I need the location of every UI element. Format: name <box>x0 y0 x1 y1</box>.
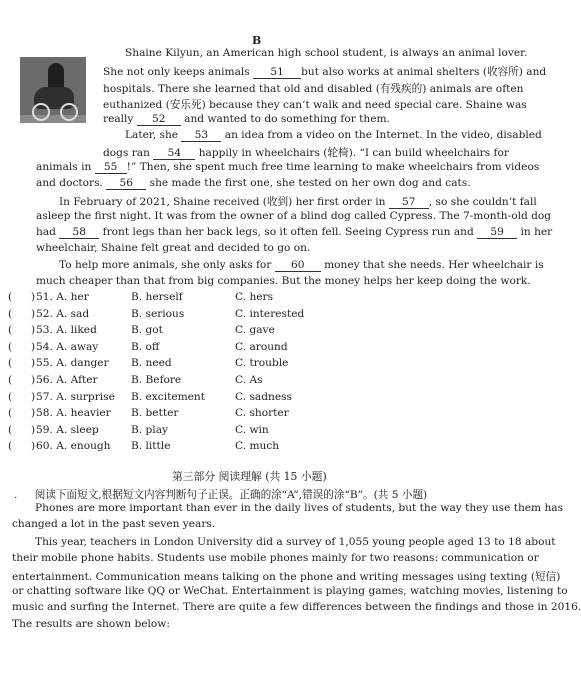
answer-paren-open: ( <box>8 340 13 353</box>
option-b: B. better <box>131 407 179 420</box>
passage-b-text: To help more animals, she only asks for <box>59 259 275 271</box>
blank-52: 52 <box>137 113 181 126</box>
passage-b-text: , so she couldn’t fall <box>428 196 537 208</box>
passage-b-text: really <box>103 113 137 125</box>
blank-59: 59 <box>477 226 517 239</box>
answer-paren-open: ( <box>8 374 13 386</box>
passage-c-line: This year, teachers in London University did a survey of 1,055 young people aged 13 to 18 about <box>35 536 556 548</box>
passage-b-line <box>103 64 546 79</box>
answer-paren-close: ) <box>31 340 36 353</box>
option-a: 51. A. her <box>36 291 89 303</box>
passage-b-text: and wanted to do something for them. <box>180 113 390 125</box>
passage-b-text: animals in <box>36 161 95 173</box>
passage-b-line <box>103 145 509 160</box>
option-b: B. got <box>131 324 163 337</box>
passage-b-line <box>103 81 523 96</box>
passage-c-line: music and surfing the Internet. There are quite a few differences between the findings and those in 2016. <box>12 601 581 613</box>
passage-b-text: She not only keeps animals <box>103 66 254 78</box>
passage-b-line <box>103 97 527 112</box>
passage-c-line: changed a lot in the past seven years. <box>12 518 216 530</box>
passage-b-text: euthanized (安乐死) because they can’t walk and need special care. Shaine was <box>103 99 527 111</box>
passage-b-line <box>36 210 551 222</box>
answer-paren-open: ( <box>8 324 13 337</box>
passage-b-line <box>103 113 390 126</box>
passage-b-line <box>59 259 544 272</box>
answer-paren-open: ( <box>8 307 13 320</box>
passage-b-text: had <box>36 226 60 238</box>
answer-paren-open: ( <box>8 423 13 436</box>
option-b: B. off <box>131 340 160 353</box>
passage-c-line: The results are shown below: <box>12 618 170 630</box>
answer-paren-close: ) <box>31 357 36 370</box>
option-c: C. around <box>235 340 288 353</box>
option-a: 55. A. danger <box>36 357 109 370</box>
girl-with-dog-photo <box>20 57 86 123</box>
option-b: B. Before <box>131 374 182 386</box>
option-c: C. gave <box>235 324 275 337</box>
section-letter: B <box>252 34 262 47</box>
answer-paren-close: ) <box>31 390 36 403</box>
option-b: B. need <box>131 357 172 370</box>
option-b: B. serious <box>131 307 185 320</box>
passage-b-line <box>125 129 542 142</box>
answer-paren-close: ) <box>31 407 36 420</box>
option-b: B. herself <box>131 291 183 303</box>
option-c: C. shorter <box>235 407 289 420</box>
passage-b-text: but also works at animal shelters (收容所) and <box>301 66 547 78</box>
passage-b-line <box>36 275 531 287</box>
option-a: 60. A. enough <box>36 440 111 453</box>
passage-b-line <box>125 47 527 59</box>
passage-b-line <box>59 194 537 209</box>
option-a: 56. A. After <box>36 374 98 386</box>
answer-paren-close: ) <box>31 324 36 337</box>
option-c: C. much <box>235 440 280 453</box>
option-c: C. interested <box>235 307 305 320</box>
passage-b-text: wheelchair, Shaine felt great and decided to go on. <box>36 242 311 254</box>
option-a: 54. A. away <box>36 340 99 353</box>
instruction-text: 阅读下面短文,根据短文内容判断句子正误。正确的涂“A”,错误的涂“B”。(共 5 小题) <box>34 489 428 501</box>
answer-paren-open: ( <box>8 407 13 420</box>
blank-53: 53 <box>181 129 221 142</box>
passage-c-line: their mobile phone habits. Students use mobile phones mainly for two reasons: communication or <box>12 552 539 564</box>
answer-paren-close: ) <box>31 440 36 453</box>
blank-51: 51 <box>253 66 301 79</box>
passage-c-line: entertainment. Communication means talking on the phone and writing messages using texting (短信) <box>12 571 561 583</box>
passage-b-line <box>36 226 552 239</box>
blank-57: 57 <box>389 196 429 209</box>
passage-c-line: or chatting software like QQ or WeChat. Entertainment is playing games, watching movies, listening to <box>12 585 568 597</box>
instruction <box>14 487 427 502</box>
answer-paren-open: ( <box>8 390 13 403</box>
passage-b-line <box>36 177 471 190</box>
passage-b-text: asleep the first night. It was from the owner of a blind dog called Cypress. The 7-month-old dog <box>36 210 552 222</box>
passage-b-text: hospitals. There she learned that old and disabled (有残疾的) animals are often <box>103 83 524 95</box>
bullet: . <box>14 489 18 501</box>
option-b: B. play <box>131 423 168 436</box>
answer-paren-open: ( <box>8 440 13 453</box>
answer-paren-open: ( <box>8 357 13 370</box>
option-c: C. As <box>235 374 263 386</box>
option-b: B. little <box>131 440 171 453</box>
option-a: 52. A. sad <box>36 307 90 320</box>
option-a: 59. A. sleep <box>36 423 99 436</box>
part3-title: 第三部分 阅读理解 (共 15 小题) <box>172 470 327 483</box>
option-a: 57. A. surprise <box>36 390 115 403</box>
option-b: B. excitement <box>131 390 206 403</box>
passage-b-text: front legs than her back legs, so it often fell. Seeing Cypress run and <box>99 226 478 238</box>
option-c: C. trouble <box>235 357 289 370</box>
passage-b-text: happily in wheelchairs (轮椅). “I can build wheelchairs for <box>195 147 509 159</box>
passage-b-text: an idea from a video on the Internet. In the video, disabled <box>221 129 542 141</box>
passage-b-text: much cheaper than that from big companies. But the money helps her keep doing the work. <box>36 275 531 287</box>
blank-60: 60 <box>275 259 321 272</box>
passage-b-text: dogs ran <box>103 147 154 159</box>
answer-paren-close: ) <box>31 374 36 386</box>
option-a: 53. A. liked <box>36 324 97 337</box>
option-c: C. win <box>235 423 269 436</box>
passage-b-text: and doctors. <box>36 177 107 189</box>
blank-55: 55 <box>95 161 127 174</box>
option-a: 58. A. heavier <box>36 407 111 420</box>
passage-b-text: Shaine Kilyun, an American high school student, is always an animal lover. <box>125 47 528 59</box>
blank-58: 58 <box>59 226 99 239</box>
answer-paren-open: ( <box>8 291 13 303</box>
blank-56: 56 <box>106 177 146 190</box>
passage-b-text: In February of 2021, Shaine received (收到) her first order in <box>59 196 389 208</box>
answer-paren-close: ) <box>31 307 36 320</box>
answer-paren-close: ) <box>31 291 36 303</box>
passage-b-line <box>36 242 310 254</box>
option-c: C. sadness <box>235 390 292 403</box>
passage-c-line: Phones are more important than ever in the daily lives of students, but the way they use them has <box>35 502 564 514</box>
passage-b-text: she made the first one, she tested on her own dog and cats. <box>146 177 471 189</box>
passage-b-text: Later, she <box>125 129 182 141</box>
passage-b-text: money that she needs. Her wheelchair is <box>320 259 544 271</box>
blank-54: 54 <box>153 147 195 160</box>
option-c: C. hers <box>235 291 274 303</box>
passage-b-text: !” Then, she spent much free time learning to make wheelchairs from videos <box>126 161 540 173</box>
passage-b-text: in her <box>517 226 553 238</box>
answer-paren-close: ) <box>31 423 36 436</box>
passage-b-line <box>36 161 539 174</box>
